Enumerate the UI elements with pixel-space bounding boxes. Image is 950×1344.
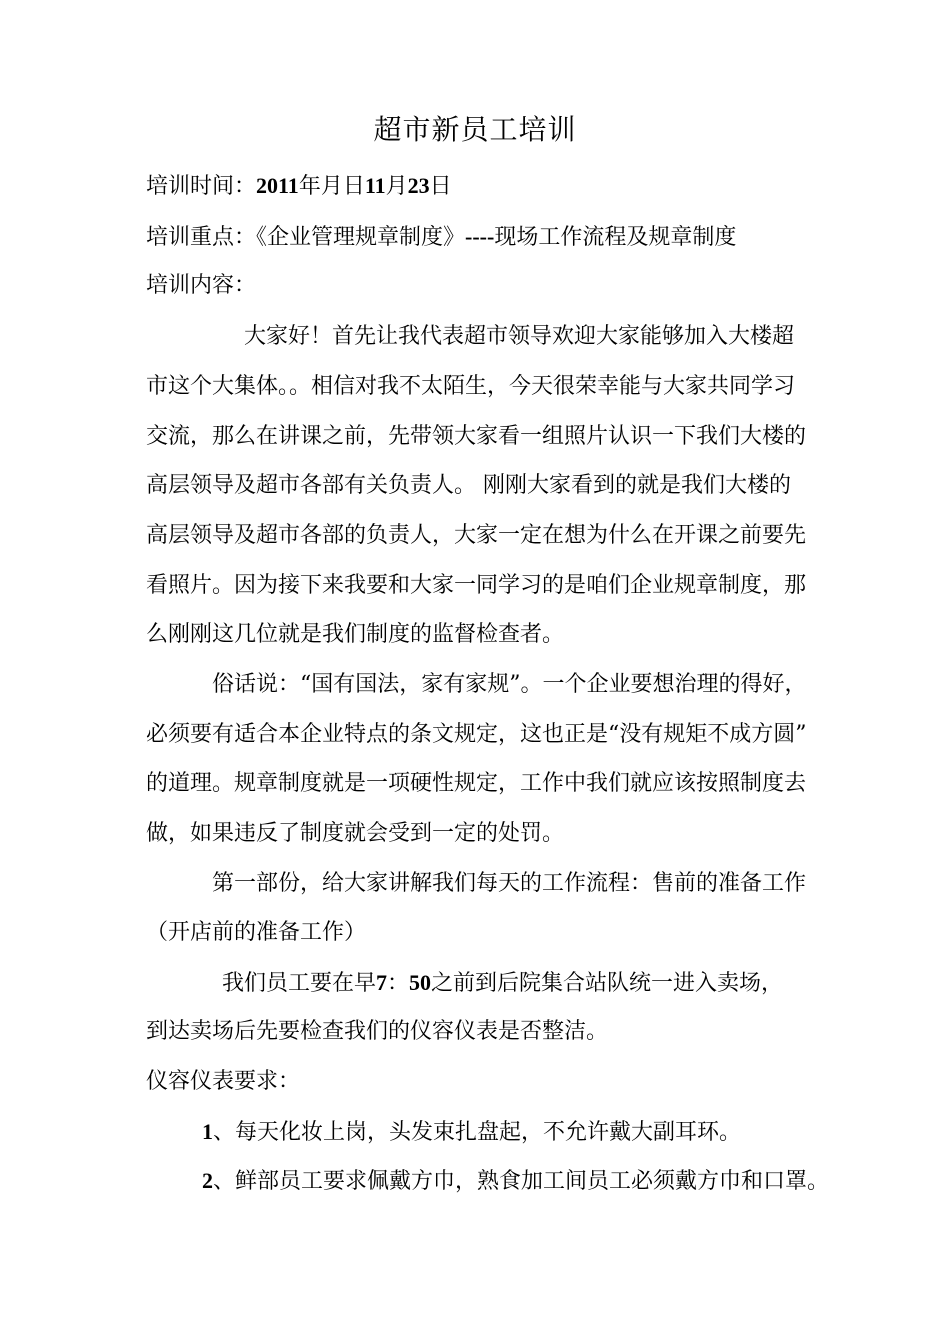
document-title: 超市新员工培训	[373, 113, 577, 146]
training-focus-label: 培训重点：《企业管理规章制度》	[146, 225, 466, 250]
paragraph2-line: 必须要有适合本企业特点的条文规定，这也正是“没有规矩不成方圆”	[146, 722, 807, 747]
requirement-number: 2	[202, 1168, 213, 1193]
paragraph4-colon: ：	[387, 971, 410, 996]
requirement-number: 1	[202, 1119, 213, 1144]
requirement-text: 、每天化妆上岗，头发束扎盘起，不允许戴大副耳环。	[213, 1120, 742, 1145]
paragraph4-line2: 到达卖场后先要检查我们的仪容仪表是否整洁。	[146, 1019, 609, 1044]
paragraph2-line: 做，如果违反了制度就会受到一定的处罚。	[146, 821, 565, 846]
training-focus-rest: 现场工作流程及规章制度	[494, 225, 737, 250]
training-day: 23	[407, 173, 430, 198]
paragraph4-time-hour: 7	[376, 970, 388, 995]
paragraph1-line: 市这个大集体。。相信对我不太陌生，今天很荣幸能与大家共同学习	[146, 374, 796, 399]
paragraph1-line: 高层领导及超市各部有关负责人。 刚刚大家看到的就是我们大楼的	[146, 473, 791, 498]
paragraph1-line: 么刚刚这几位就是我们制度的监督检查者。	[146, 622, 565, 647]
paragraph2-line: 俗话说：“国有国法，家有家规”。一个企业要想治理的得好，	[212, 672, 807, 697]
paragraph1-line: 高层领导及超市各部的负责人，大家一定在想为什么在开课之前要先	[146, 523, 807, 548]
training-month-unit: 月	[385, 174, 408, 199]
paragraph1-line: 大家好！首先让我代表超市领导欢迎大家能够加入大楼超	[244, 324, 795, 349]
paragraph4-line	[222, 968, 783, 999]
paragraph1-line: 交流，那么在讲课之前，先带领大家看一组照片认识一下我们大楼的	[146, 424, 807, 449]
paragraph4-time-minute: 50	[409, 970, 432, 995]
paragraph4-post: 之前到后院集合站队统一进入卖场，	[431, 971, 784, 996]
training-day-unit: 日	[429, 174, 452, 199]
paragraph3-line: （开店前的准备工作）	[146, 920, 367, 945]
training-date-mid: 年月日	[298, 174, 365, 199]
paragraph2-line: 的道理。规章制度就是一项硬性规定，工作中我们就应该按照制度去	[146, 771, 807, 796]
training-month: 11	[364, 173, 386, 198]
paragraph4-pre: 我们员工要在早	[222, 971, 377, 996]
requirements-label: 仪容仪表要求：	[146, 1069, 301, 1094]
requirement-text: 、鲜部员工要求佩戴方巾，熟食加工间员工必须戴方巾和口罩。	[213, 1169, 830, 1194]
training-year: 2011	[256, 173, 299, 198]
requirement-item	[202, 1117, 741, 1148]
training-content-label: 培训内容：	[146, 273, 257, 298]
training-focus-dashes: ----	[465, 224, 495, 249]
training-focus-line	[146, 222, 736, 253]
requirement-item	[202, 1166, 829, 1197]
training-time-line	[146, 171, 452, 202]
training-time-label: 培训时间：	[146, 174, 257, 199]
paragraph3-line: 第一部份，给大家讲解我们每天的工作流程：售前的准备工作	[212, 871, 807, 896]
paragraph1-line: 看照片。因为接下来我要和大家一同学习的是咱们企业规章制度，那	[146, 573, 807, 598]
